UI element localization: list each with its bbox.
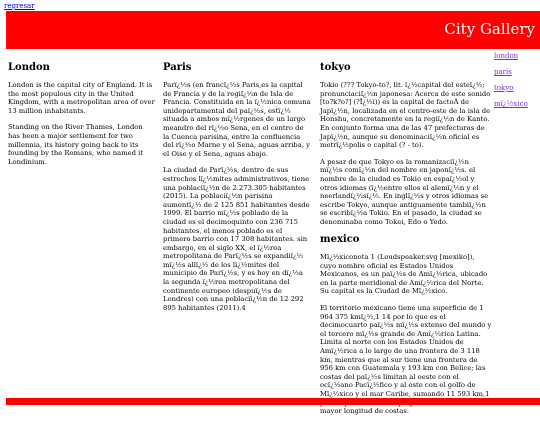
header-banner	[6, 11, 540, 49]
paris-heading: Paris	[163, 62, 192, 73]
london-heading: London	[8, 62, 50, 73]
paris-paragraph: La ciudad de Parï¿½s, dentro de sus estrechos lï¿½mites administrativos, tiene una poblaciï¿½n de 2.273.305 habitantes (2015). La poblaciï¿½n parisina aumentï¿½ de 2 125 851 habitantes desde 1999. El barrio mï¿½s poblado de la ciudad es el decimoquinto con 236 715 habitantes, el menos poblado es el primero barrio con 17 308 habitantes. sin embargo, en el siglo XX, el ï¿½rea metropolitana de Parï¿½s se expandiï¿½ mï¿½s allï¿½ de los lï¿½mites del municipio de Parï¿½s, y es hoy en dï¿½a la segunda ï¿½rea metropolitana del continente europeo (despuï¿½s de Londres) con una poblaciï¿½n de 12 292 895 habitantes (2011).4	[163, 166, 310, 312]
london-paragraph: Standing on the River Thames, London has been a major settlement for two millennia, its history going back to its founding by the Romans, who named it Londinium.	[8, 123, 144, 166]
tokyo-section	[320, 62, 492, 235]
nav-link-london[interactable]: london	[494, 52, 519, 60]
back-link[interactable]: regresar	[4, 2, 35, 10]
london-section	[8, 62, 156, 174]
paris-section	[163, 62, 311, 320]
nav-link-paris[interactable]: paris	[494, 68, 512, 76]
mexico-paragraph: El territorio mexicano tiene una superficie de 1 964 375 kmï¿½,1 14 por lo que es el decimocuarto paï¿½s mï¿½s extenso del mundo y el tercero mï¿½s grande de Amï¿½rica Latina. Limita al norte con los Estados Unidos de Amï¿½rica a lo largo de una frontera de 3 118 km, mientras que al sur tiene una frontera de 956 km con Guatemala y 193 km con Belice; las costas del paï¿½s limitan al oeste con el ocï¿½ano Pacï¿½fico y al este con el golfo de Mï¿½xico y el mar Caribe, sumando 11 593 km,1 mayor longitud de costas.	[320, 303, 492, 416]
footer-bar	[6, 398, 540, 405]
nav-link-mexico[interactable]: mï¿½xico	[494, 100, 528, 108]
mexico-heading: mexico	[320, 234, 360, 245]
site-title: City Gallery	[444, 20, 535, 38]
paris-paragraph: Parï¿½s (en francï¿½s Paris,es la capital de Francia y de la regiï¿½n de Isla de Francia. Constituida en la ï¿½nica comuna unidepartamental del paï¿½s, estï¿½ situada a ambos mï¿½rgenes de un largo meandro del rï¿½o Sena, en el centro de la Cuenca parisina, entre la confluencia del rï¿½o Marne y el Sena, aguas arriba, y el Oise y el Sena, aguas abajo.	[163, 81, 311, 158]
tokyo-paragraph: A pesar de que Tokyo es la romanizaciï¿½n mï¿½s comï¿½n del nombre en japonï¿½s. el nombre de la ciudad es Tokio en espaï¿½ol y otros idiomas (ï¿½entre ellos el alemï¿½n y el neerlandï¿½sï¿½. En inglï¿½s y otros idiomas se escribe Tokyo, aunque antiguamente tambiï¿½n se escribï¿½a Tokio. En el pasado, la ciudad se denominaba como Tokei, Edo o Yedo.	[320, 157, 489, 226]
city-nav	[494, 53, 540, 117]
tokyo-heading: tokyo	[320, 62, 351, 73]
london-paragraph: London is the capital city of England. It is the most populous city in the United Kingdom, with a metropolitan area of over 13 million inhabitants.	[8, 81, 155, 115]
mexico-paragraph: Mï¿½xiconota 1 (Loudspeaker.svg [mexiko]), cuyo nombre oficial es Estados Unidos Mexicanos, es un paï¿½s de Amï¿½rica, ubicado en la parte meridional de Amï¿½rica del Norte. Su capital es la Ciudad de Mï¿½xico.	[320, 253, 488, 296]
mexico-section	[320, 234, 492, 424]
tokyo-paragraph: Tokio (??? Tokyo-to?, lit. ï¿½capital del esteï¿½; pronunciaciï¿½n japonesa: Acerca de este sonido [to?k?o?] (?Ï¿½i)) es la capital de factoÂ de Japï¿½n, localizada en el centro-este de la isla de Honshu, concretamente en la regiï¿½n de Kanto. En conjunto forma una de las 47 prefecturas de Japï¿½n, aunque su denominaciï¿½n oficial es metrï¿½polis o capital (? - to).	[320, 81, 491, 150]
nav-link-tokyo[interactable]: tokyo	[494, 84, 514, 92]
